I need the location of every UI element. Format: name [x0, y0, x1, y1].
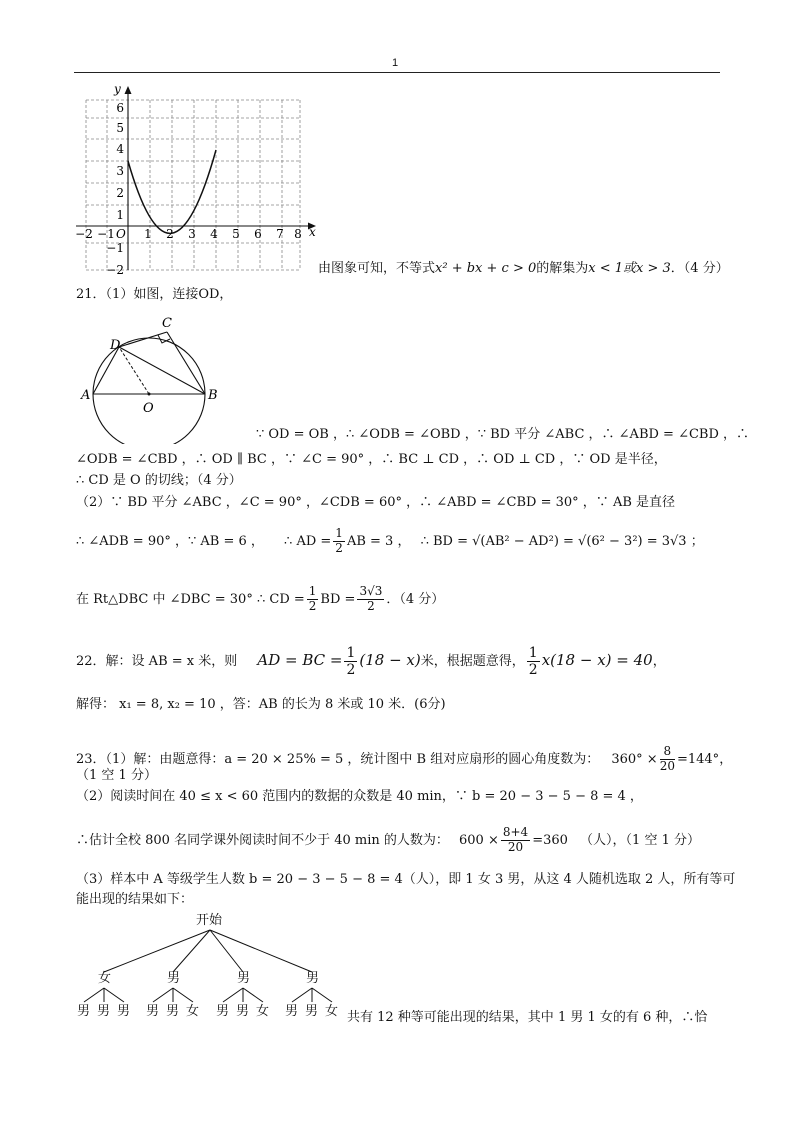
q20-conclusion [318, 262, 729, 275]
x-tick: 8 [294, 227, 302, 241]
q22-line2: 解得： x₁ = 8, x₂ = 10 ，答：AB 的长为 8 米或 10 米．(6分) [76, 697, 446, 712]
fraction-cd [357, 585, 384, 614]
q23-p1-expr-b: =144° [676, 751, 720, 767]
q20-conclusion-mid: 的解集为 [536, 261, 589, 276]
q22-line1-f: ， [652, 654, 666, 670]
x-axis-label: x [309, 225, 316, 239]
q21-p2-line2-a: ∴ ∠ADB = 90° ，∵ AB = 6 ， [76, 533, 264, 549]
fraction-denominator: 2 [308, 598, 317, 613]
q23-p3-line3: 共有 12 种等可能出现的结果，其中 1 男 1 女的有 6 种，∴恰 [347, 1010, 708, 1025]
q23-p1-expr-c: ， [719, 751, 733, 767]
fraction-numerator: 1 [308, 584, 317, 598]
q22-line1-b: AD = BC = [257, 651, 343, 670]
y-tick: 5 [116, 121, 124, 135]
label-d: D [110, 338, 121, 353]
y-tick: −1 [106, 241, 124, 255]
tree-leaf: 男 [117, 1004, 131, 1019]
q23-p1-expr-a: 360° × [611, 751, 658, 767]
q21-p2-line3-a: 在 Rt△DBC 中 ∠DBC = 30° [76, 591, 253, 607]
label-c: C [162, 316, 172, 331]
label-a: A [81, 388, 91, 403]
tree-level1-node: 男 [306, 971, 320, 986]
x-tick: 4 [210, 227, 218, 241]
q23-p1-score: （1 空 1 分） [76, 768, 157, 783]
q21-p2-line3-b: ∴ CD = [256, 591, 305, 607]
y-tick: −2 [106, 263, 124, 277]
tree-leaf: 男 [285, 1004, 299, 1019]
x-tick: −1 [97, 227, 115, 241]
tree-leaf: 男 [77, 1004, 91, 1019]
fraction-half [344, 645, 357, 678]
q21-p2-line2 [76, 527, 704, 556]
fraction-numerator: 8+4 [502, 825, 529, 839]
header-rule [74, 72, 720, 73]
fraction-numerator: 3√3 [359, 584, 383, 598]
fraction-numerator: 1 [346, 645, 356, 661]
q21-part1-intro: 21．（1）如图，连接OD， [76, 287, 233, 302]
x-tick: 5 [232, 227, 240, 241]
fraction-numerator: 1 [528, 645, 538, 661]
tree-leaf: 男 [166, 1004, 180, 1019]
fraction-denominator: 20 [507, 839, 524, 854]
tree-level1-node: 女 [98, 971, 112, 986]
x-tick: −2 [75, 227, 93, 241]
y-axis-label: y [114, 82, 121, 96]
q23-p1-a: 23．（1）解：由题意得：a = 20 × 25% = 5 ，统计图中 B 组对应扇形的圆心角度数为： [76, 751, 600, 767]
center-point [148, 393, 151, 396]
y-tick: 6 [116, 101, 124, 115]
q22-line1-a: 22．解：设 AB = x 米，则 [76, 654, 238, 670]
q21-p2-line2-c: AB = 3 ， [346, 533, 411, 549]
q23-p1 [76, 745, 732, 774]
q21-p1-line3: ∴ CD 是 O 的切线；（4 分） [76, 473, 242, 488]
q23-p3-line2: 能出现的结果如下： [76, 892, 194, 907]
tree-root: 开始 [196, 913, 223, 928]
segment-cb [167, 332, 205, 394]
circle-figure [78, 312, 228, 444]
y-tick: 4 [116, 142, 124, 156]
tree-leaf: 男 [236, 1004, 250, 1019]
fraction-8-20 [660, 745, 675, 774]
q21-p2-line3-d: ．（4 分） [386, 591, 445, 607]
fraction-half [333, 527, 345, 556]
q21-p2-line2-d: ∴ BD = √(AB² − AD²) = √(6² − 3²) = 3√3 ； [420, 533, 704, 549]
q23-p2-estimate [76, 826, 700, 855]
tree-leaf: 女 [325, 1004, 339, 1019]
tree-level1-node: 男 [167, 971, 181, 986]
x-tick: 3 [188, 227, 196, 241]
fraction-denominator: 2 [528, 662, 538, 679]
tree-leaf: 男 [97, 1004, 111, 1019]
q23-p2-est-expr-a: 600 × [459, 832, 499, 848]
x-tick: 2 [166, 227, 174, 241]
q20-score: ．（4 分） [670, 261, 729, 276]
label-o: O [143, 401, 154, 416]
y-tick: 1 [116, 208, 124, 222]
q21-p2-line3-c: BD = [320, 591, 356, 607]
segment-od [119, 347, 149, 394]
q21-p2-line1: （2）∵ BD 平分 ∠ABC ，∠C = 90° ，∠CDB = 60° ，∴ ∠ABD = ∠CBD = 30° ，∵ AB 是直径 [76, 495, 676, 510]
fraction-denominator: 2 [367, 598, 375, 613]
q20-solution: x < 1或x > 3 [588, 261, 671, 276]
q23-p2-est-b: （人），（1 空 1 分） [580, 832, 700, 848]
q21-p1-line1: ∵ OD = OB ，∴ ∠ODB = ∠OBD ，∵ BD 平分 ∠ABC ，∴ ∠ABD = ∠CBD ，∴ [256, 427, 750, 442]
segment-db [119, 347, 205, 394]
x-tick-labels [75, 227, 302, 241]
circle-o [93, 338, 205, 444]
q22-line1-e: x(18 − x) = 40 [541, 651, 653, 670]
q20-inequality: x² + bx + c > 0 [435, 261, 537, 276]
tree-leaf: 男 [146, 1004, 160, 1019]
q23-p2-est-a: ∴估计全校 800 名同学课外阅读时间不少于 40 min 的人数为： [76, 832, 449, 848]
q21-p2-line2-b: ∴ AD = [284, 533, 332, 549]
fraction-numerator: 1 [335, 526, 343, 540]
tree-leaf: 女 [256, 1004, 270, 1019]
x-tick: 6 [254, 227, 262, 241]
q23-p2-est-expr-b: =360 [532, 832, 568, 848]
y-tick: 2 [116, 186, 124, 200]
fraction-denominator: 2 [346, 662, 356, 679]
tree-leaf: 女 [186, 1004, 200, 1019]
segment-ad [93, 347, 119, 394]
fraction-denominator: 2 [335, 540, 343, 555]
q20-conclusion-prefix: 由图象可知，不等式 [318, 261, 436, 276]
tree-leaf: 男 [216, 1004, 230, 1019]
q22-line1 [76, 645, 666, 678]
origin-label: O [116, 227, 126, 241]
q21-p1-line2: ∠ODB = ∠CBD ，∴ OD ∥ BC ，∵ ∠C = 90° ，∴ BC ⊥ CD ，∴ OD ⊥ CD ，∵ OD 是半径， [76, 452, 667, 467]
parabola-graph [70, 80, 330, 280]
q22-line1-d: 米，根据题意得， [420, 654, 525, 670]
x-tick: 7 [276, 227, 284, 241]
fraction-half [527, 645, 540, 678]
fraction-denominator: 20 [659, 758, 675, 773]
q23-p2: （2）阅读时间在 40 ≤ x < 60 范围内的数据的众数是 40 min，∵ b = 20 − 3 − 5 − 8 = 4 ， [76, 789, 643, 804]
fraction-numerator: 8 [660, 745, 675, 760]
tree-level1-node: 男 [237, 971, 251, 986]
q21-p2-line3 [76, 585, 444, 614]
fraction-12-20 [501, 826, 530, 855]
page-number: 1 [392, 57, 399, 69]
fraction-half [307, 585, 319, 614]
x-tick: 1 [144, 227, 152, 241]
y-tick-labels [106, 101, 124, 277]
y-tick: 3 [116, 164, 124, 178]
tree-leaf: 男 [305, 1004, 319, 1019]
label-b: B [208, 388, 218, 403]
q23-p3-line1: （3）样本中 A 等级学生人数 b = 20 − 3 − 5 − 8 = 4（人），即 1 女 3 男，从这 4 人随机选取 2 人，所有等可 [76, 872, 736, 887]
q22-line1-c: (18 − x) [359, 651, 421, 670]
